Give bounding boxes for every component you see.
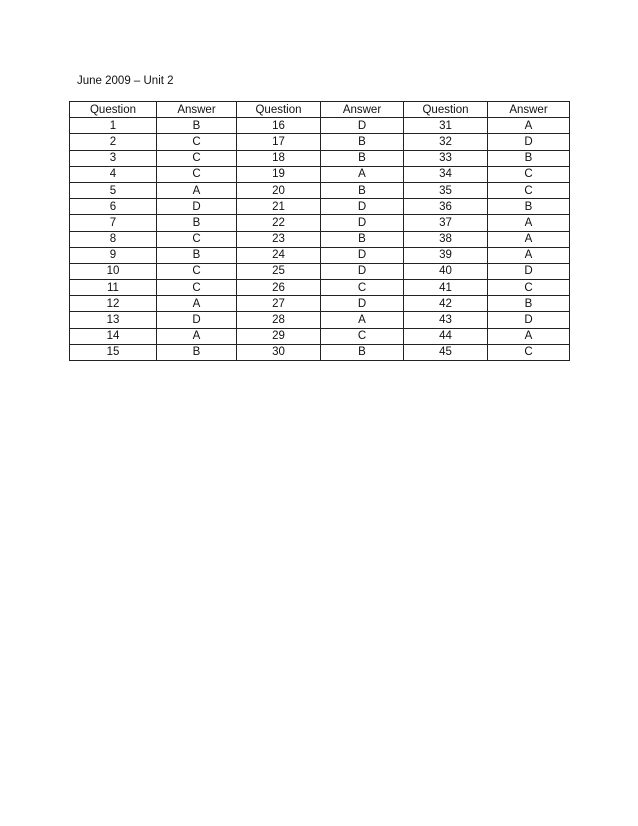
- answer-cell: A: [321, 166, 404, 182]
- question-number-cell: 20: [237, 182, 321, 198]
- table-row: [70, 296, 570, 312]
- table-row: [70, 199, 570, 215]
- table-row: [70, 247, 570, 263]
- answer-cell: C: [157, 150, 237, 166]
- question-number-cell: 38: [404, 231, 488, 247]
- answer-cell: C: [488, 344, 570, 360]
- answer-cell: D: [321, 199, 404, 215]
- question-number-cell: 35: [404, 182, 488, 198]
- question-number-cell: 33: [404, 150, 488, 166]
- question-number-cell: 21: [237, 199, 321, 215]
- question-number-cell: 2: [70, 134, 157, 150]
- question-number-cell: 18: [237, 150, 321, 166]
- answer-cell: C: [321, 328, 404, 344]
- column-header-answer: Answer: [157, 102, 237, 118]
- question-number-cell: 4: [70, 166, 157, 182]
- answer-cell: A: [488, 215, 570, 231]
- question-number-cell: 16: [237, 118, 321, 134]
- answer-cell: A: [157, 182, 237, 198]
- question-number-cell: 41: [404, 280, 488, 296]
- answer-cell: D: [488, 263, 570, 279]
- answer-cell: B: [488, 296, 570, 312]
- question-number-cell: 27: [237, 296, 321, 312]
- question-number-cell: 8: [70, 231, 157, 247]
- question-number-cell: 25: [237, 263, 321, 279]
- question-number-cell: 28: [237, 312, 321, 328]
- answer-cell: D: [321, 263, 404, 279]
- answer-cell: A: [488, 247, 570, 263]
- answer-cell: D: [488, 312, 570, 328]
- question-number-cell: 39: [404, 247, 488, 263]
- question-number-cell: 34: [404, 166, 488, 182]
- answer-cell: A: [321, 312, 404, 328]
- answer-cell: C: [488, 182, 570, 198]
- header-row: [70, 102, 570, 118]
- question-number-cell: 17: [237, 134, 321, 150]
- question-number-cell: 44: [404, 328, 488, 344]
- column-header-question: Question: [70, 102, 157, 118]
- question-number-cell: 30: [237, 344, 321, 360]
- answer-cell: C: [157, 166, 237, 182]
- answer-cell: A: [488, 231, 570, 247]
- answer-cell: C: [157, 263, 237, 279]
- question-number-cell: 5: [70, 182, 157, 198]
- answer-key-table: [69, 101, 570, 361]
- table-row: [70, 231, 570, 247]
- answer-cell: B: [157, 344, 237, 360]
- question-number-cell: 29: [237, 328, 321, 344]
- table-row: [70, 280, 570, 296]
- answer-cell: B: [321, 182, 404, 198]
- answer-cell: D: [157, 199, 237, 215]
- column-header-question: Question: [237, 102, 321, 118]
- question-number-cell: 22: [237, 215, 321, 231]
- question-number-cell: 32: [404, 134, 488, 150]
- question-number-cell: 24: [237, 247, 321, 263]
- question-number-cell: 19: [237, 166, 321, 182]
- question-number-cell: 42: [404, 296, 488, 312]
- answer-cell: C: [157, 280, 237, 296]
- page-title: June 2009 – Unit 2: [77, 75, 174, 87]
- answer-rows: [70, 118, 570, 361]
- answer-cell: A: [488, 118, 570, 134]
- answer-cell: A: [157, 328, 237, 344]
- answer-cell: B: [321, 344, 404, 360]
- question-number-cell: 40: [404, 263, 488, 279]
- table-row: [70, 215, 570, 231]
- table-row: [70, 182, 570, 198]
- table-row: [70, 263, 570, 279]
- answer-cell: D: [321, 215, 404, 231]
- question-number-cell: 45: [404, 344, 488, 360]
- question-number-cell: 31: [404, 118, 488, 134]
- answer-cell: B: [157, 215, 237, 231]
- question-number-cell: 23: [237, 231, 321, 247]
- answer-cell: B: [321, 134, 404, 150]
- answer-cell: D: [321, 247, 404, 263]
- question-number-cell: 3: [70, 150, 157, 166]
- question-number-cell: 6: [70, 199, 157, 215]
- question-number-cell: 13: [70, 312, 157, 328]
- answer-cell: B: [321, 150, 404, 166]
- answer-cell: B: [157, 247, 237, 263]
- table-row: [70, 166, 570, 182]
- answer-cell: B: [321, 231, 404, 247]
- question-number-cell: 11: [70, 280, 157, 296]
- table-row: [70, 344, 570, 360]
- question-number-cell: 14: [70, 328, 157, 344]
- column-header-answer: Answer: [488, 102, 570, 118]
- table-row: [70, 150, 570, 166]
- question-number-cell: 37: [404, 215, 488, 231]
- question-number-cell: 10: [70, 263, 157, 279]
- answer-cell: D: [157, 312, 237, 328]
- question-number-cell: 43: [404, 312, 488, 328]
- answer-cell: D: [321, 118, 404, 134]
- answer-cell: A: [157, 296, 237, 312]
- answer-cell: C: [321, 280, 404, 296]
- question-number-cell: 15: [70, 344, 157, 360]
- table-row: [70, 118, 570, 134]
- answer-cell: A: [488, 328, 570, 344]
- answer-cell: C: [157, 231, 237, 247]
- answer-cell: D: [488, 134, 570, 150]
- answer-cell: B: [488, 150, 570, 166]
- answer-cell: C: [488, 280, 570, 296]
- table-row: [70, 312, 570, 328]
- table-row: [70, 328, 570, 344]
- question-number-cell: 9: [70, 247, 157, 263]
- question-number-cell: 1: [70, 118, 157, 134]
- question-number-cell: 12: [70, 296, 157, 312]
- answer-cell: C: [488, 166, 570, 182]
- question-number-cell: 36: [404, 199, 488, 215]
- answer-cell: B: [157, 118, 237, 134]
- answer-cell: D: [321, 296, 404, 312]
- answer-cell: C: [157, 134, 237, 150]
- question-number-cell: 26: [237, 280, 321, 296]
- table-row: [70, 134, 570, 150]
- answer-cell: B: [488, 199, 570, 215]
- question-number-cell: 7: [70, 215, 157, 231]
- column-header-question: Question: [404, 102, 488, 118]
- column-header-answer: Answer: [321, 102, 404, 118]
